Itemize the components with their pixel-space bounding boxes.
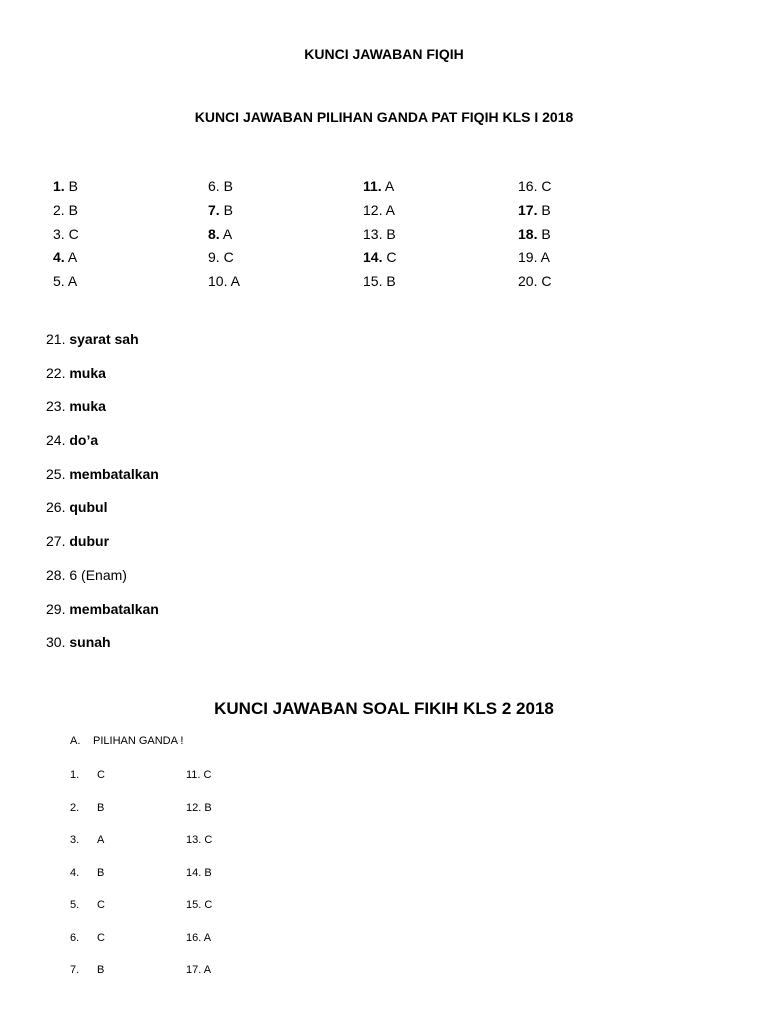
essay-item: 24. do’a: [46, 432, 99, 449]
mc-answer: 3. C: [53, 225, 79, 242]
mc-answer: 5. A: [53, 273, 78, 289]
mc-answer: 14. C: [363, 249, 397, 266]
kls2-row: 1. C 11. C: [70, 769, 212, 781]
mc-answer: 7. B: [208, 201, 233, 218]
subheading-label: PILIHAN GANDA !: [93, 735, 184, 747]
essay-item: 30. sunah: [46, 634, 111, 651]
mc-answer: 11. A: [363, 178, 395, 194]
essay-item: 27. dubur: [46, 533, 110, 550]
essay-item: 25. membatalkan: [46, 465, 159, 482]
mc-answer: 12. A: [363, 201, 395, 218]
kls2-row: 7. B 17. A: [70, 964, 212, 976]
kls2-row: 5. C 15. C: [70, 899, 213, 911]
multiple-choice-grid: [53, 176, 693, 295]
essay-answers: [46, 329, 159, 666]
kls2-row: 3. A 13. C: [70, 834, 213, 846]
mc-answer: 17. B: [518, 201, 551, 218]
essay-item: 26. qubul: [46, 499, 108, 516]
mc-answer: 1. B: [53, 178, 78, 194]
kls2-row: 2. B 12. B: [70, 801, 212, 814]
mc-answer: 20. C: [518, 273, 552, 289]
section2-title: KUNCI JAWABAN SOAL FIKIH KLS 2 2018: [214, 699, 554, 718]
kls2-row: 4. B 14. B: [70, 866, 212, 879]
essay-item: 28. 6 (Enam): [46, 566, 127, 583]
mc-answer: 19. A: [518, 249, 550, 266]
mc-answer: 16. C: [518, 178, 552, 194]
essay-item: 21. syarat sah: [46, 331, 139, 347]
essay-item: 23. muka: [46, 398, 106, 415]
section2-subheading: [70, 735, 183, 747]
mc-answer: 10. A: [208, 273, 240, 289]
mc-answer: 13. B: [363, 225, 396, 242]
kls2-row: 6. C 16. A: [70, 931, 212, 944]
page-title: KUNCI JAWABAN FIQIH: [304, 46, 464, 62]
subheading-letter: A.: [70, 735, 81, 747]
section1-title: KUNCI JAWABAN PILIHAN GANDA PAT FIQIH KLS I 2018: [194, 109, 574, 125]
essay-item: 22. muka: [46, 364, 106, 381]
essay-item: 29. membatalkan: [46, 600, 159, 617]
mc-answer: 9. C: [208, 249, 234, 266]
kls2-answer-list: [70, 767, 212, 995]
mc-answer: 18. B: [518, 225, 551, 242]
mc-answer: 2. B: [53, 201, 78, 218]
mc-answer: 8. A: [208, 225, 233, 242]
mc-answer: 6. B: [208, 178, 233, 194]
mc-answer: 4. A: [53, 249, 78, 266]
mc-answer: 15. B: [363, 273, 396, 289]
